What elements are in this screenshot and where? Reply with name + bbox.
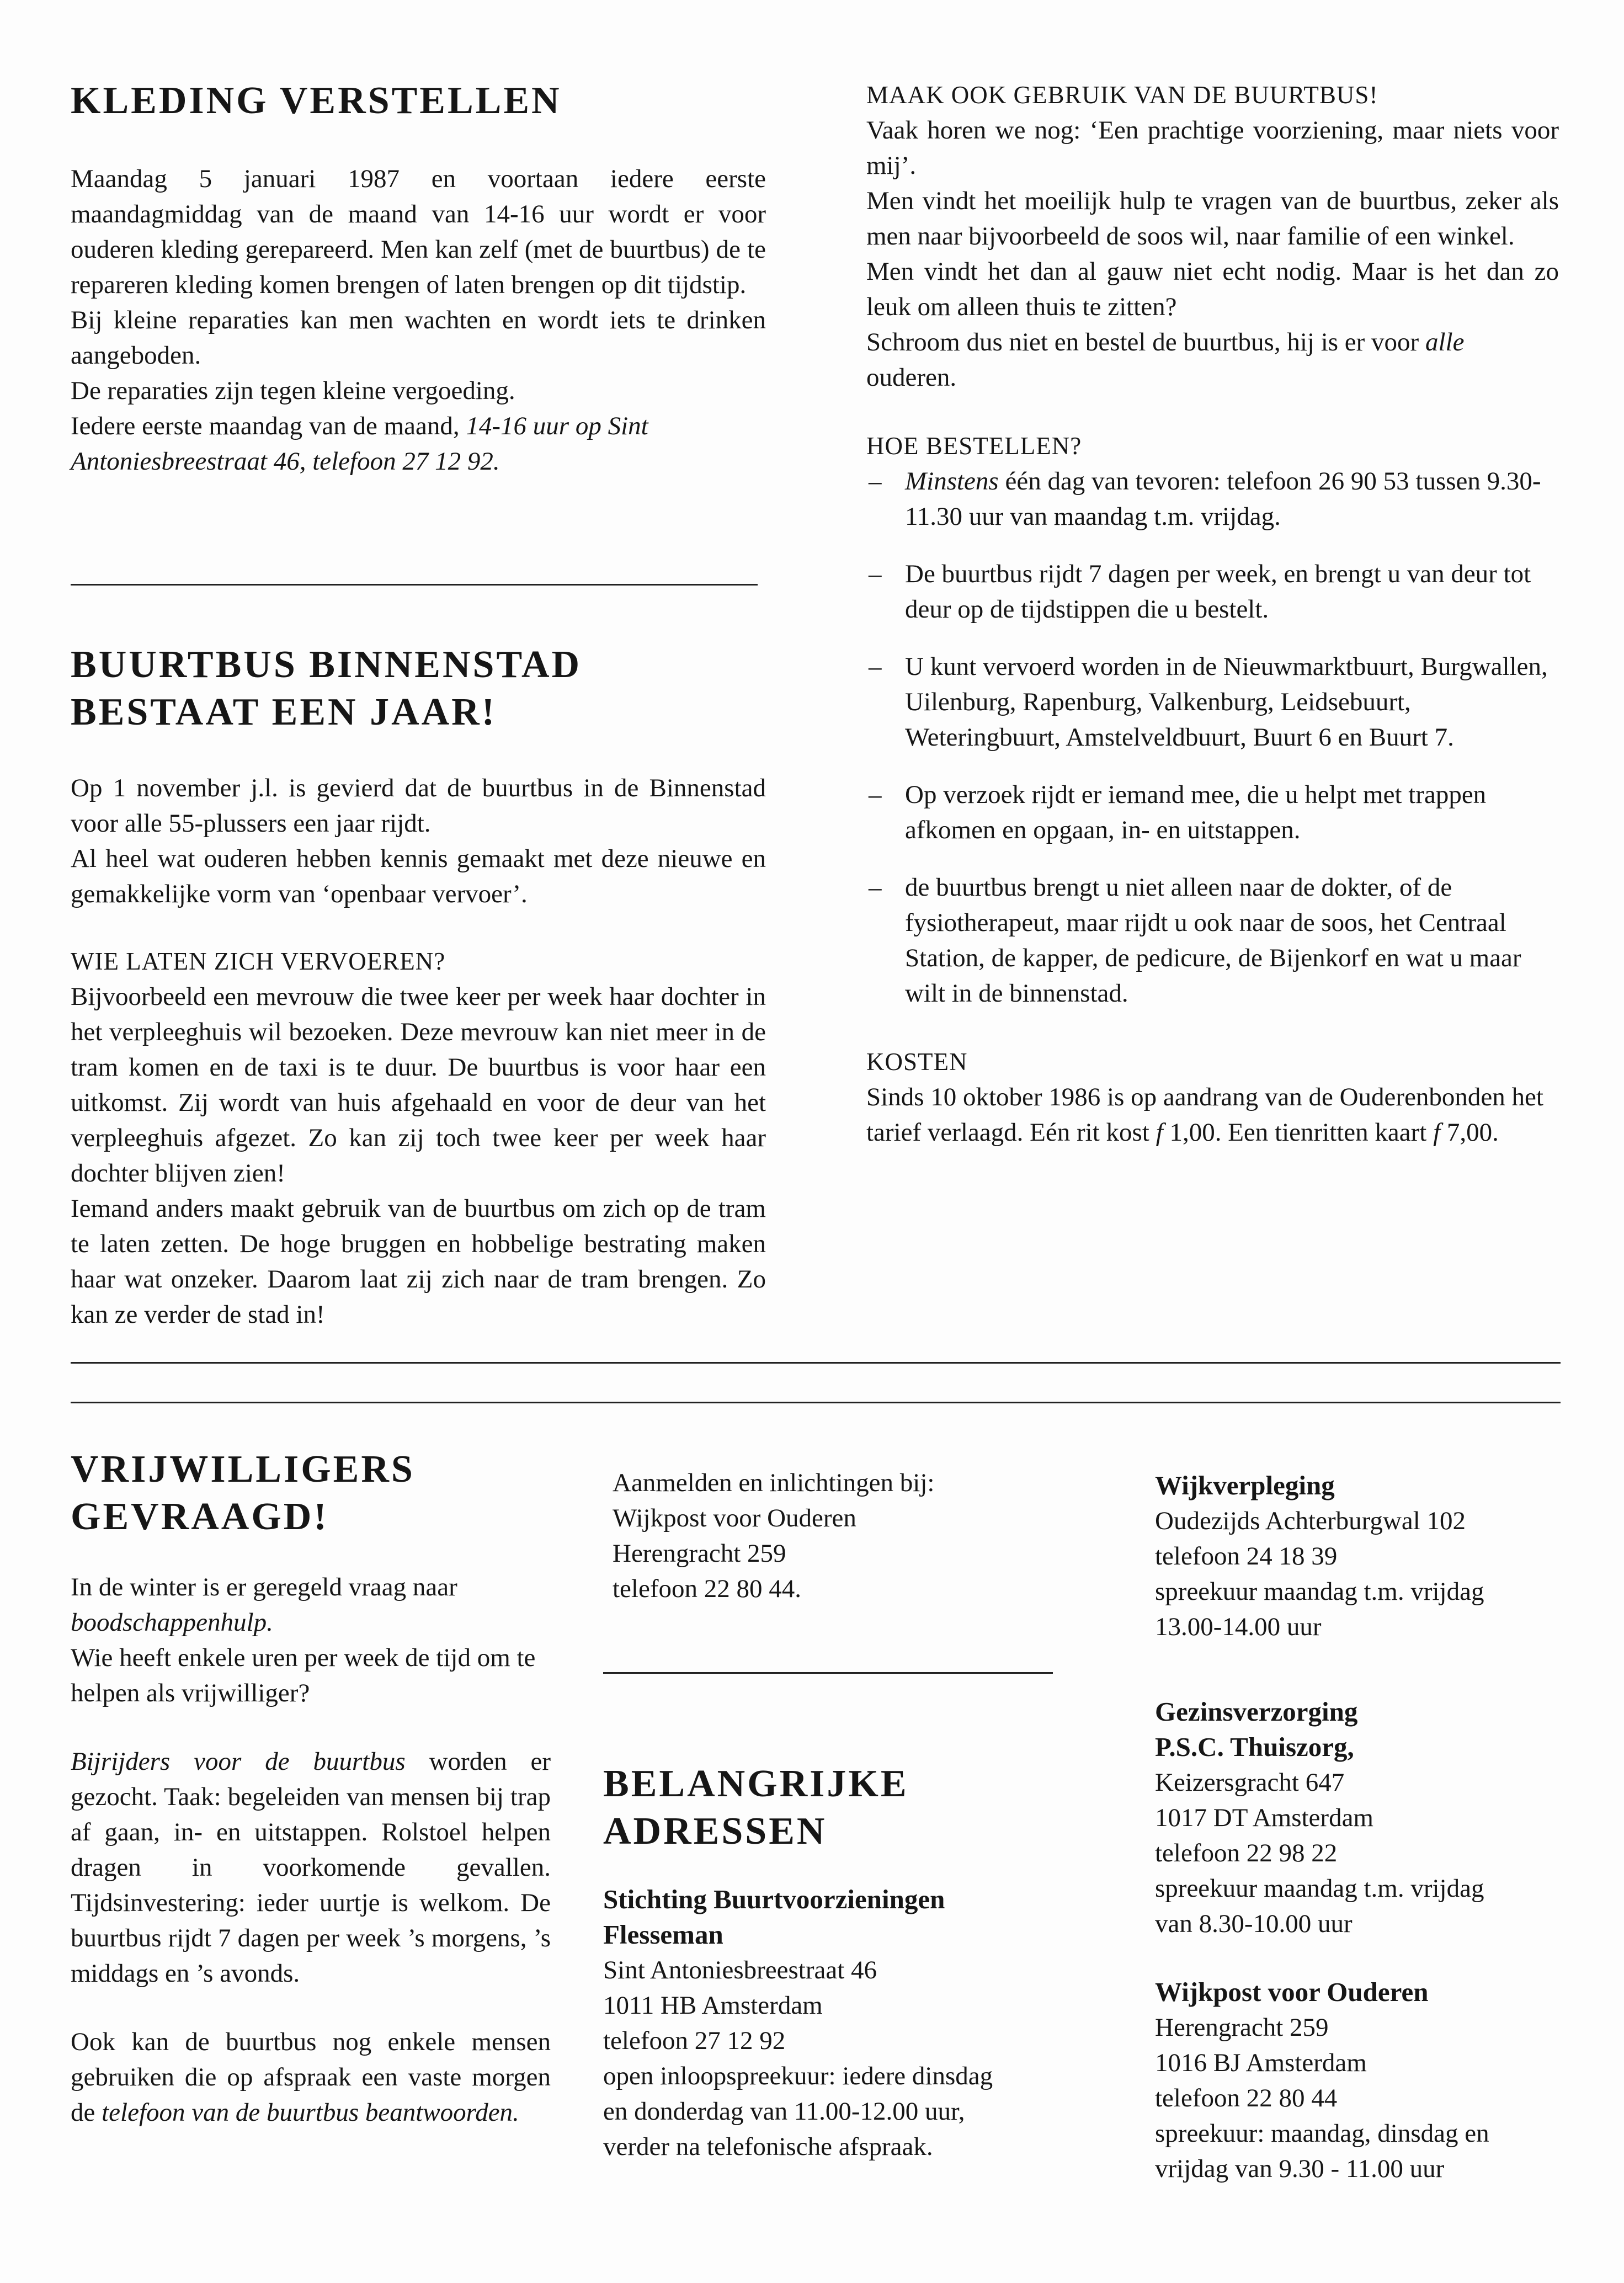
hoe-item-1-rest: één dag van tevoren: telefoon 26 90 53 tussen 9.30-11.30 uur van maandag t.m. vrijdag. [905,467,1541,531]
vrijwilligers-p4-lead: Ook kan de buurtbus nog enkele mensen gebruiken die op afspraak een vaste morgen de [71,2027,551,2127]
vrijwilligers-article [71,1446,551,2130]
wijkpost-l3: telefoon 22 80 44 [1155,2084,1338,2112]
kleding-p4-italic: 14-16 uur op Sint Antoniesbreestraat 46, telefoon 27 12 92. [71,412,648,476]
vrijwilligers-title-line1: VRIJWILLIGERS [71,1448,415,1491]
kosten-guilder-1: f [1156,1118,1163,1147]
hoe-item-3: – U kunt vervoerd worden in de Nieuwmarktbuurt, Burgwallen, Uilenburg, Rapenburg, Valkenburg, Leidsebuurt, Weteringbuurt, Amstelveldbuurt, Buurt 6 en Buurt 7. [866,649,1559,755]
hoe-item-1 [866,464,1559,534]
maakook-p1: Vaak horen we nog: ‘Een prachtige voorziening, maar niets voor mij’. [866,116,1559,180]
kosten-p1 [866,1079,1559,1150]
kleding-p3: De reparaties zijn tegen kleine vergoeding. [71,376,515,405]
adressen-title [603,1760,1089,1855]
vrijwilligers-p4-italic: telefoon van de buurtbus beantwoorden. [102,2098,519,2127]
buurtbus-p2: Al heel wat ouderen hebben kennis gemaakt met deze nieuwe en gemakkelijke vorm van ‘openbaar vervoer’. [71,844,766,908]
hoe-list [866,464,1559,1011]
kleding-title: KLEDING VERSTELLEN [71,79,562,122]
gezinsverzorging-name-2: P.S.C. Thuiszorg, [1155,1732,1354,1762]
gezinsverzorging-l3: telefoon 22 98 22 [1155,1839,1338,1867]
aanmelden-l4: telefoon 22 80 44. [613,1574,801,1603]
aanmelden-block [613,1465,1087,1606]
buurtbus-title [71,641,766,736]
adressen-title-line2: ADRESSEN [603,1810,827,1853]
vrijwilligers-p3-italic: Bijrijders voor de buurtbus [71,1747,406,1776]
kleding-p4 [71,408,766,479]
hoe-item-5: – de buurtbus brengt u niet alleen naar de dokter, of de fysiotherapeut, maar rijdt u ook naar de soos, het Centraal Station, de kapper, de pedicure, de Bijenkorf en wat u maar wilt in de binnenstad. [866,870,1559,1011]
hoe-item-1-italic: Minstens [905,467,999,496]
maakook-p4-tail: ouderen. [866,363,957,392]
sbv-l5: en donderdag van 11.00-12.00 uur, [603,2097,965,2126]
wijkverpleging-l3: spreekuur maandag t.m. vrijdag [1155,1577,1484,1606]
kosten-a: Sinds 10 oktober 1986 is op aandrang van de Ouderenbonden het tarief verlaagd. Eén rit kost [866,1083,1543,1147]
sbv-l4: open inloopspreekuur: iedere dinsdag [603,2062,993,2090]
maakook-p3: Men vindt het dan al gauw niet echt nodig. Maar is het dan zo leuk om alleen thuis te zitten? [866,257,1559,321]
vrijwilligers-title [71,1446,551,1541]
sbv-name-2: Flesseman [603,1919,723,1950]
wijkverpleging-l1: Oudezijds Achterburgwal 102 [1155,1507,1466,1535]
kosten-b: 1,00. Een tienritten kaart [1169,1118,1427,1147]
maakook-p2: Men vindt het moeilijk hulp te vragen van de buurtbus, zeker als men naar bijvoorbeeld de soos wil, naar familie of een winkel. [866,187,1559,251]
wijkpost-l5: vrijdag van 9.30 - 11.00 uur [1155,2154,1445,2183]
sbv-l3: telefoon 27 12 92 [603,2026,786,2055]
hoe-item-2: – De buurtbus rijdt 7 dagen per week, en brengt u van deur tot deur op de tijdstippen die u bestelt. [866,556,1559,627]
wijkverpleging-l4: 13.00-14.00 uur [1155,1613,1322,1641]
wijkpost-block [1155,1975,1574,2186]
vrijwilligers-p1 [71,1569,551,1640]
divider-full-2 [71,1402,1561,1403]
wijkpost-l2: 1016 BJ Amsterdam [1155,2048,1367,2077]
sbv-l2: 1011 HB Amsterdam [603,1991,823,2020]
divider-aanmelden [603,1672,1053,1674]
kosten-subheading: KOSTEN [866,1048,968,1076]
vrijwilligers-p2: Wie heeft enkele uren per week de tijd om te helpen als vrijwilliger? [71,1643,536,1707]
sbv-l6: verder na telefonische afspraak. [603,2132,933,2161]
buurtbus-p1: Op 1 november j.l. is gevierd dat de buurtbus in de Binnenstad voor alle 55-plussers een jaar rijdt. [71,774,766,838]
sbv-name-1: Stichting Buurtvoorzieningen [603,1884,945,1914]
buurtbus-title-line1: BUURTBUS BINNENSTAD [71,643,582,686]
buurtbus-p4: Iemand anders maakt gebruik van de buurtbus om zich op de tram te laten zetten. De hoge bruggen en hobbelige bestrating maken haar wat onzeker. Daarom laat zij zich naar de tram brengen. Zo kan ze verder de stad in! [71,1194,766,1329]
sbv-l1: Sint Antoniesbreestraat 46 [603,1956,877,1984]
kleding-article [71,77,766,479]
divider-kleding [71,584,758,586]
adressen-title-line1: BELANGRIJKE [603,1763,909,1805]
gezinsverzorging-name-1: Gezinsverzorging [1155,1696,1358,1727]
kleding-p2: Bij kleine reparaties kan men wachten en wordt iets te drinken aangeboden. [71,306,766,370]
aanmelden-l2: Wijkpost voor Ouderen [613,1504,856,1532]
adressen-right-column [1155,1468,1574,2205]
gezinsverzorging-l1: Keizersgracht 647 [1155,1768,1345,1797]
divider-full-1 [71,1362,1561,1364]
vrijwilligers-p1-italic: boodschappenhulp. [71,1608,273,1637]
hoe-subheading: HOE BESTELLEN? [866,432,1082,460]
adressen-article [603,1760,1089,2164]
maakook-subheading: MAAK OOK GEBRUIK VAN DE BUURTBUS! [866,81,1378,109]
maakook-article [866,77,1559,1150]
kosten-guilder-2: f [1433,1118,1441,1147]
maakook-p4-lead: Schroom dus niet en bestel de buurtbus, hij is er voor [866,328,1419,356]
gezinsverzorging-l5: van 8.30-10.00 uur [1155,1909,1353,1938]
vrijwilligers-p4 [71,2024,551,2130]
maakook-p4-italic: alle [1425,328,1465,356]
aanmelden-l3: Herengracht 259 [613,1539,786,1568]
vrijwilligers-p3-rest: worden er gezocht. Taak: begeleiden van mensen bij trap af gaan, in- en uitstappen. Rolstoel helpen dragen in voorkomende gevallen. Tijdsinvestering: ieder uurtje is welkom. De buurtbus rijdt 7 dagen per week ’s morgens, ’s middags en ’s avonds. [71,1747,551,1988]
wijkpost-l4: spreekuur: maandag, dinsdag en [1155,2119,1489,2148]
buurtbus-title-line2: BESTAAT EEN JAAR! [71,691,497,733]
hoe-item-4: – Op verzoek rijdt er iemand mee, die u helpt met trappen afkomen en opgaan, in- en uitstappen. [866,777,1559,848]
wijkverpleging-block [1155,1468,1574,1645]
wijkpost-name: Wijkpost voor Ouderen [1155,1977,1429,2007]
wijkpost-l1: Herengracht 259 [1155,2013,1329,2042]
buurtbus-article [71,641,766,1332]
kosten-c: 7,00. [1446,1118,1499,1147]
aanmelden-l1: Aanmelden en inlichtingen bij: [613,1468,935,1497]
wijkverpleging-name: Wijkverpleging [1155,1470,1335,1500]
vrijwilligers-p3 [71,1744,551,1991]
vrijwilligers-title-line2: GEVRAAGD! [71,1496,329,1538]
kleding-p4-lead: Iedere eerste maandag van de maand, [71,412,460,440]
wijkverpleging-l2: telefoon 24 18 39 [1155,1542,1338,1571]
buurtbus-p3: Bijvoorbeeld een mevrouw die twee keer per week haar dochter in het verpleeghuis wil bezoeken. Deze mevrouw kan niet meer in de tram komen en de taxi is te duur. De buurtbus is voor haar een uitkomst. Zij wordt van huis afgehaald en voor de deur van het verpleeghuis afgezet. Zo kan zij toch twee keer per week haar dochter blijven zien! [71,982,766,1188]
buurtbus-subheading: WIE LATEN ZICH VERVOEREN? [71,948,446,975]
kleding-p1: Maandag 5 januari 1987 en voortaan iedere eerste maandagmiddag van de maand van 14-16 uur wordt er voor ouderen kleding gerepareerd. Men kan zelf (met de buurtbus) de te repareren kleding komen brengen of laten brengen op dit tijdstip. [71,164,766,299]
gezinsverzorging-l2: 1017 DT Amsterdam [1155,1803,1373,1832]
vrijwilligers-p1-lead: In de winter is er geregeld vraag naar [71,1573,457,1601]
gezinsverzorging-l4: spreekuur maandag t.m. vrijdag [1155,1874,1484,1903]
gezinsverzorging-block [1155,1694,1574,1941]
maakook-p4 [866,324,1559,395]
